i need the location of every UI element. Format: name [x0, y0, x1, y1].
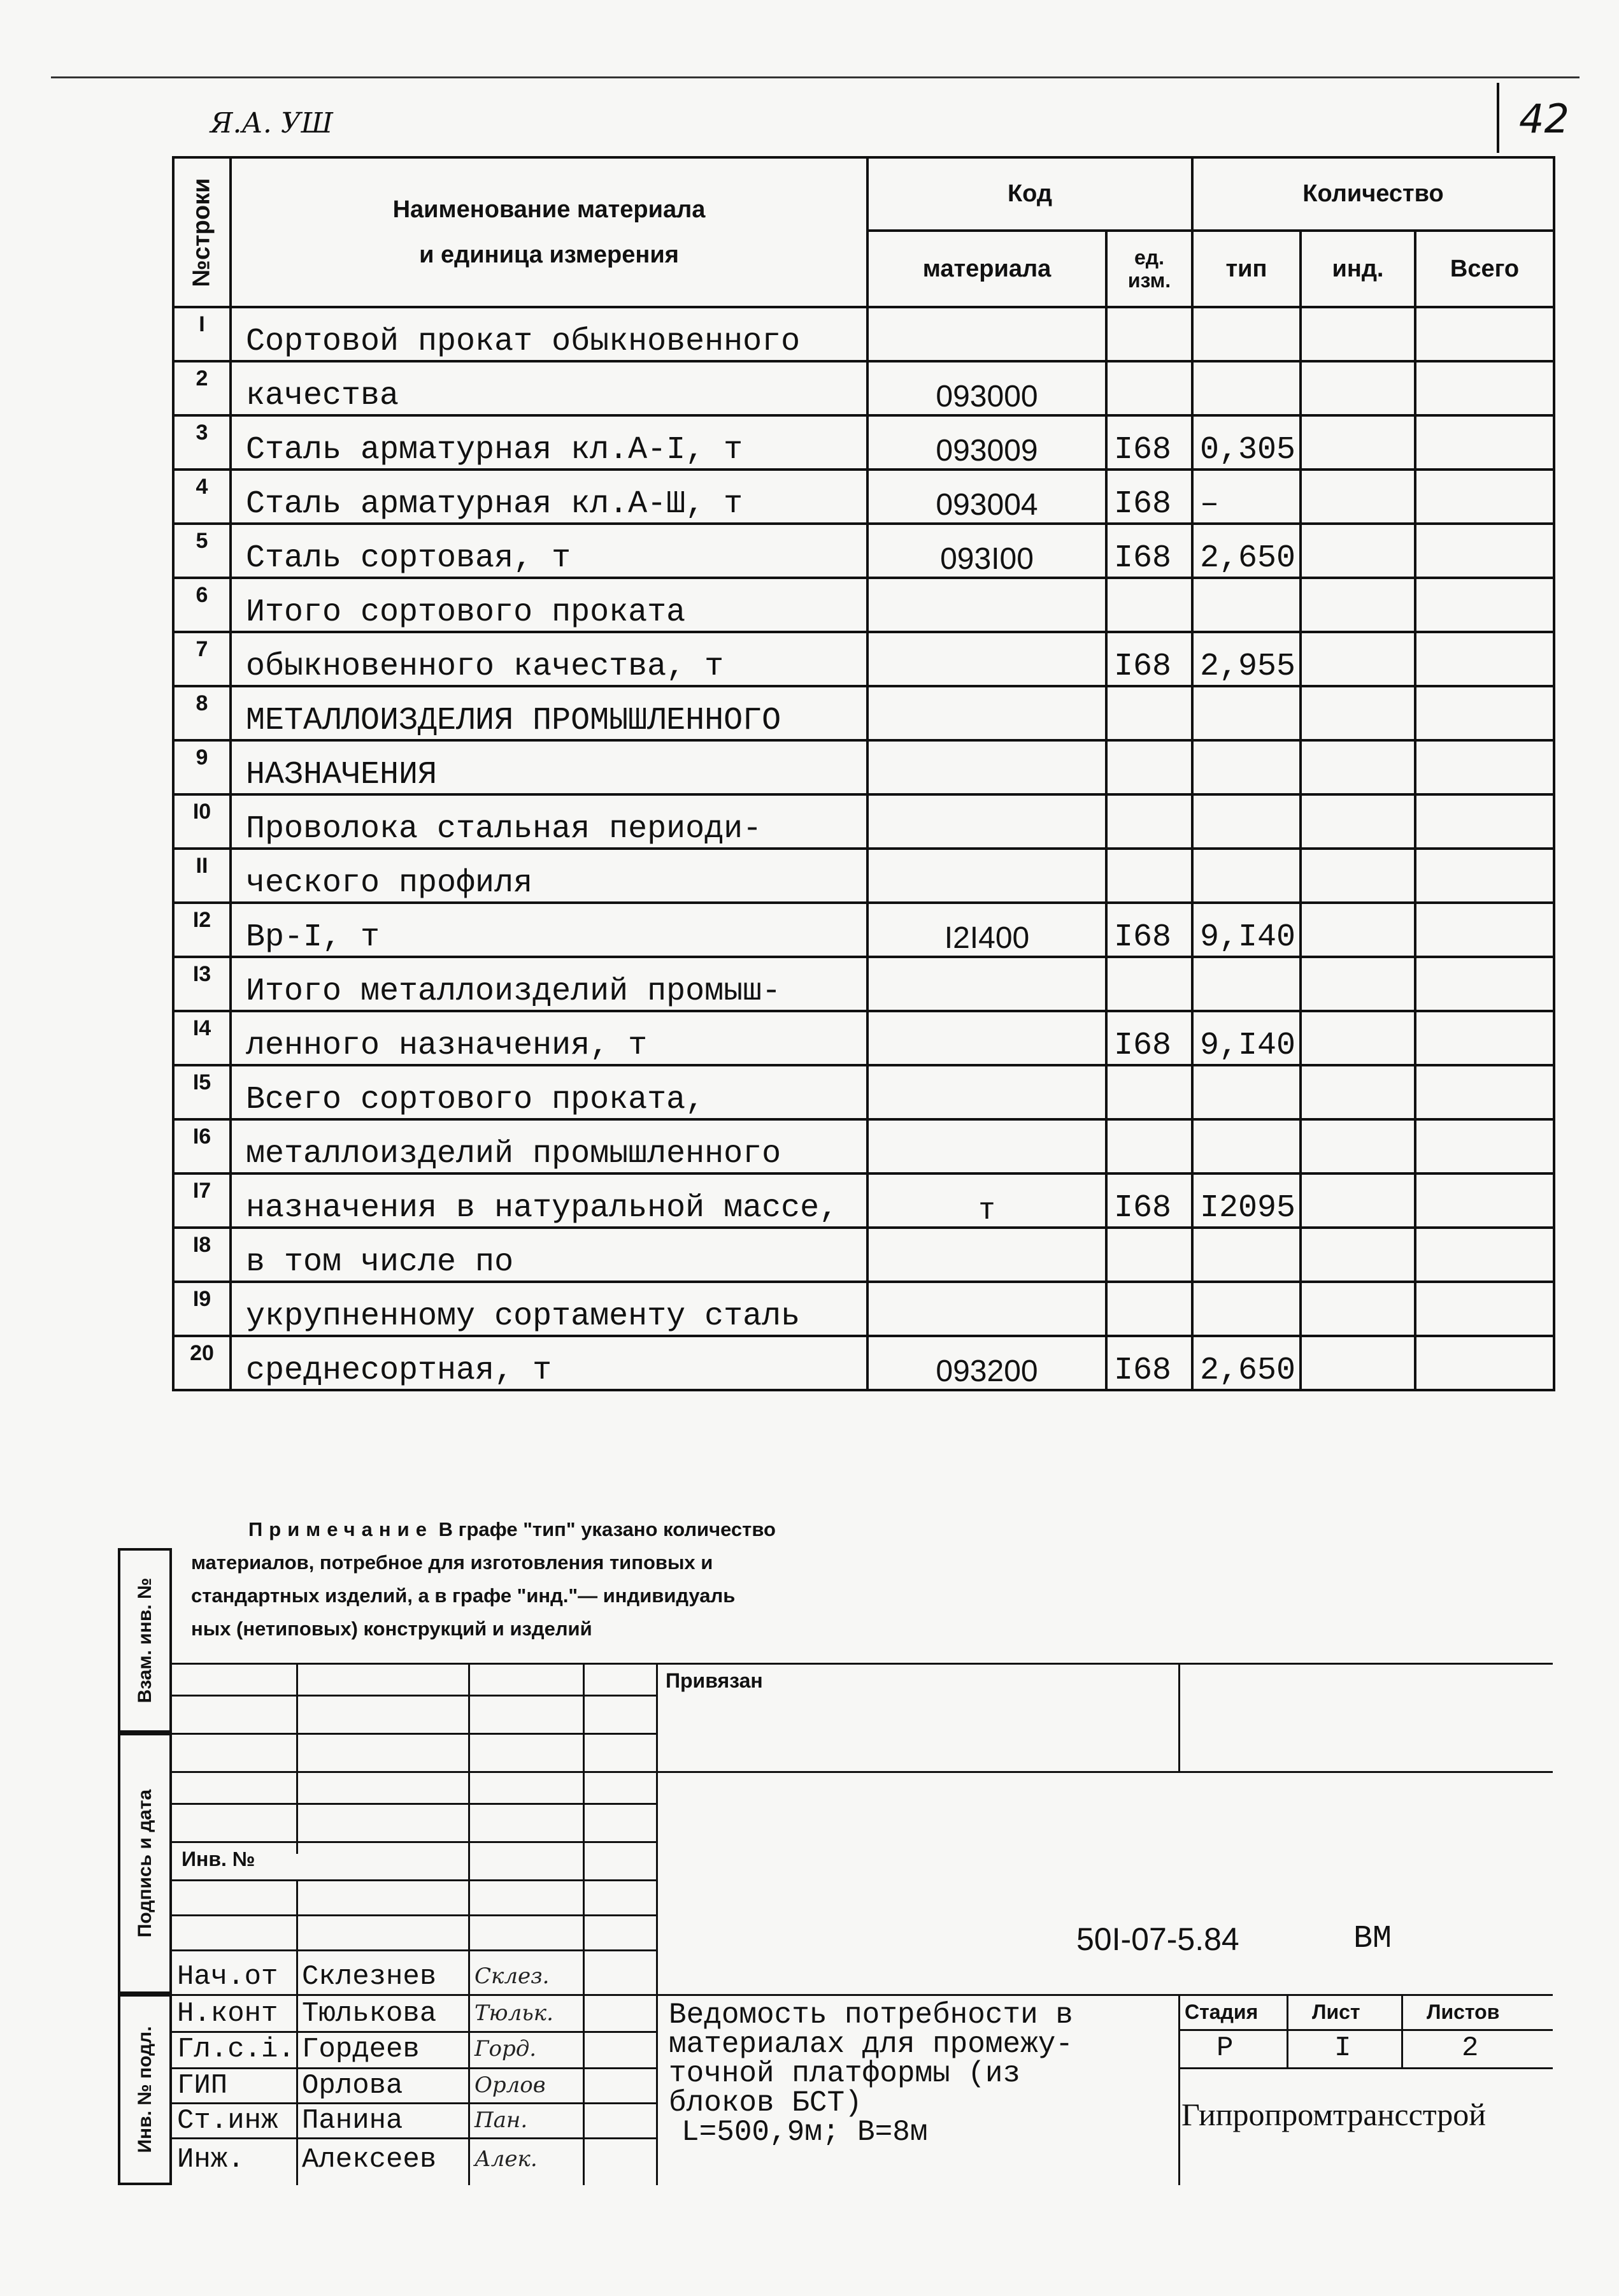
row-number: 3	[173, 415, 231, 470]
table-row	[173, 686, 1554, 740]
staff-role: ГИП	[177, 2070, 228, 2102]
unit-code	[1106, 307, 1192, 361]
unit-code: I68	[1106, 524, 1192, 578]
unit-code	[1106, 957, 1192, 1011]
material-code: 093200	[867, 1336, 1106, 1390]
stage-value: Р	[1216, 2032, 1234, 2064]
unit-code: I68	[1106, 903, 1192, 957]
row-number: I	[173, 307, 231, 361]
qty-type	[1192, 578, 1301, 632]
qty-type: 9,I40	[1192, 903, 1301, 957]
material-name: металлоизделий промышленного	[231, 1119, 867, 1173]
material-code: I2I400	[867, 903, 1106, 957]
table-row	[173, 578, 1554, 632]
table-header-row-1	[173, 157, 1554, 231]
sheet-value: I	[1334, 2032, 1352, 2064]
qty-type: 2,955	[1192, 632, 1301, 686]
material-code: 093000	[867, 361, 1106, 415]
qty-type: –	[1192, 470, 1301, 524]
table-row	[173, 794, 1554, 849]
unit-code	[1106, 849, 1192, 903]
material-name: укрупненному сортаменту сталь	[231, 1282, 867, 1336]
side-vzam-inv: Взам. инв. №	[118, 1548, 172, 1733]
qty-ind	[1301, 1119, 1415, 1173]
qty-ind	[1301, 1173, 1415, 1228]
qty-total	[1415, 1119, 1554, 1173]
row-number: I0	[173, 794, 231, 849]
side-inv-podl: Инв. № подл.	[118, 1994, 172, 2185]
qty-type	[1192, 361, 1301, 415]
material-code: 093004	[867, 470, 1106, 524]
qty-type	[1192, 957, 1301, 1011]
staff-role: Нач.от	[177, 1961, 278, 1993]
staff-role: Гл.с.і.	[177, 2034, 295, 2065]
row-number: 20	[173, 1336, 231, 1390]
material-name: Вр-I, т	[231, 903, 867, 957]
qty-total	[1415, 361, 1554, 415]
table-row	[173, 849, 1554, 903]
table-row	[173, 524, 1554, 578]
qty-total	[1415, 578, 1554, 632]
row-number: 7	[173, 632, 231, 686]
qty-ind	[1301, 307, 1415, 361]
table-row	[173, 1282, 1554, 1336]
row-number: 2	[173, 361, 231, 415]
row-number: I5	[173, 1065, 231, 1119]
table-row	[173, 1228, 1554, 1282]
material-name: назначения в натуральной массе,	[231, 1173, 867, 1228]
page-number-divider	[1497, 83, 1499, 153]
qty-total	[1415, 307, 1554, 361]
qty-type	[1192, 1228, 1301, 1282]
material-name: среднесортная, т	[231, 1336, 867, 1390]
staff-name: Тюлькова	[302, 1998, 437, 2030]
qty-type: 0,305	[1192, 415, 1301, 470]
header-code-material: материала	[867, 231, 1106, 307]
unit-code: I68	[1106, 1173, 1192, 1228]
qty-type: 2,650	[1192, 524, 1301, 578]
note-line-2: материалов, потребное для изготовления типовых и	[191, 1551, 713, 1574]
header-qty-ind: инд.	[1301, 231, 1415, 307]
row-number: I2	[173, 903, 231, 957]
material-code	[867, 794, 1106, 849]
inv-no-label: Инв. №	[182, 1848, 255, 1870]
qty-type	[1192, 686, 1301, 740]
material-name: обыкновенного качества, т	[231, 632, 867, 686]
material-code: 093009	[867, 415, 1106, 470]
material-code	[867, 849, 1106, 903]
unit-code	[1106, 1065, 1192, 1119]
table-row	[173, 470, 1554, 524]
table-row	[173, 1119, 1554, 1173]
qty-type	[1192, 849, 1301, 903]
qty-type	[1192, 1282, 1301, 1336]
row-number: I7	[173, 1173, 231, 1228]
table-row	[173, 1336, 1554, 1390]
qty-ind	[1301, 1011, 1415, 1065]
unit-code	[1106, 1119, 1192, 1173]
material-name: ленного назначения, т	[231, 1011, 867, 1065]
sheets-value: 2	[1462, 2032, 1479, 2064]
material-code: т	[867, 1173, 1106, 1228]
qty-ind	[1301, 1336, 1415, 1390]
material-code	[867, 632, 1106, 686]
material-code	[867, 1065, 1106, 1119]
qty-total	[1415, 794, 1554, 849]
staff-name: Гордеев	[302, 2034, 420, 2065]
staff-name: Склезнев	[302, 1961, 437, 1993]
qty-ind	[1301, 632, 1415, 686]
unit-code	[1106, 578, 1192, 632]
table-row	[173, 415, 1554, 470]
material-code	[867, 307, 1106, 361]
staff-name: Орлова	[302, 2070, 403, 2102]
qty-type: 9,I40	[1192, 1011, 1301, 1065]
page-number: 42	[1519, 96, 1569, 142]
material-code	[867, 1228, 1106, 1282]
side-sign-date: Подпись и дата	[118, 1733, 172, 1994]
material-name: МЕТАЛЛОИЗДЕЛИЯ ПРОМЫШЛЕННОГО	[231, 686, 867, 740]
row-number: I8	[173, 1228, 231, 1282]
qty-ind	[1301, 849, 1415, 903]
qty-ind	[1301, 361, 1415, 415]
header-qty-type: тип	[1192, 231, 1301, 307]
staff-signature: Горд.	[474, 2036, 537, 2062]
side-stamp	[118, 1548, 172, 2185]
material-name: НАЗНАЧЕНИЯ	[231, 740, 867, 794]
qty-ind	[1301, 470, 1415, 524]
header-code-unit: ед. изм.	[1106, 231, 1192, 307]
material-code	[867, 740, 1106, 794]
staff-role: Н.конт	[177, 1998, 278, 2030]
material-code	[867, 578, 1106, 632]
material-code: 093I00	[867, 524, 1106, 578]
row-number: I3	[173, 957, 231, 1011]
unit-code	[1106, 1282, 1192, 1336]
qty-ind	[1301, 794, 1415, 849]
qty-total	[1415, 1173, 1554, 1228]
row-number: I9	[173, 1282, 231, 1336]
qty-ind	[1301, 578, 1415, 632]
qty-ind	[1301, 1282, 1415, 1336]
material-code	[867, 957, 1106, 1011]
table-row	[173, 361, 1554, 415]
qty-total	[1415, 1065, 1554, 1119]
material-name: Проволока стальная периоди-	[231, 794, 867, 849]
qty-ind	[1301, 740, 1415, 794]
table-row	[173, 740, 1554, 794]
qty-type: 2,650	[1192, 1336, 1301, 1390]
sheet-label-cell: Лист	[1312, 2000, 1360, 2023]
unit-code: I68	[1106, 415, 1192, 470]
privyazan-label: Привязан	[666, 1669, 763, 1692]
unit-code	[1106, 361, 1192, 415]
staff-signature: Тюльк.	[474, 2000, 553, 2026]
qty-ind	[1301, 524, 1415, 578]
material-code	[867, 686, 1106, 740]
header-name: Наименование материала и единица измерения	[231, 157, 867, 307]
organization-name: Гипропромтрансстрой	[1181, 2097, 1486, 2132]
material-code	[867, 1282, 1106, 1336]
table-row	[173, 903, 1554, 957]
note-line-4: ных (нетиповых) конструкций и изделий	[191, 1618, 592, 1640]
table-body	[173, 307, 1554, 1390]
staff-name: Алексеев	[302, 2144, 437, 2176]
header-qty-total: Всего	[1415, 231, 1554, 307]
header-code: Код	[867, 157, 1192, 231]
staff-role: Инж.	[177, 2144, 245, 2176]
row-number: 5	[173, 524, 231, 578]
note-line-3: стандартных изделий, а в графе "инд."— индивидуаль	[191, 1584, 736, 1607]
staff-signature: Склез.	[474, 1963, 550, 1989]
qty-type	[1192, 307, 1301, 361]
material-name: качества	[231, 361, 867, 415]
qty-total	[1415, 632, 1554, 686]
unit-code: I68	[1106, 1336, 1192, 1390]
qty-total	[1415, 1011, 1554, 1065]
qty-type	[1192, 1119, 1301, 1173]
unit-code	[1106, 740, 1192, 794]
sheets-label: Листов	[1427, 2000, 1500, 2023]
table-row	[173, 307, 1554, 361]
material-name: ческого профиля	[231, 849, 867, 903]
qty-total	[1415, 1282, 1554, 1336]
table-row	[173, 1065, 1554, 1119]
row-number: 8	[173, 686, 231, 740]
material-name: в том числе по	[231, 1228, 867, 1282]
qty-total	[1415, 957, 1554, 1011]
note-block	[191, 1513, 955, 1646]
material-code	[867, 1011, 1106, 1065]
unit-code: I68	[1106, 1011, 1192, 1065]
qty-total	[1415, 470, 1554, 524]
top-border-line	[51, 76, 1580, 78]
note-line-1: В графе "тип" указано количество	[438, 1518, 776, 1540]
table-row	[173, 1173, 1554, 1228]
unit-code: I68	[1106, 470, 1192, 524]
material-name: Сортовой прокат обыкновенного	[231, 307, 867, 361]
document-code: 50I-07-5.84	[1076, 1921, 1239, 1957]
material-name: Сталь арматурная кл.А-Ш, т	[231, 470, 867, 524]
note-title: Примечание	[248, 1518, 433, 1540]
qty-ind	[1301, 686, 1415, 740]
table-row	[173, 957, 1554, 1011]
qty-total	[1415, 740, 1554, 794]
unit-code	[1106, 1228, 1192, 1282]
unit-code	[1106, 686, 1192, 740]
staff-signature: Пан.	[474, 2107, 528, 2133]
stage-label: Стадия	[1185, 2000, 1259, 2023]
material-name: Итого металлоизделий промыш-	[231, 957, 867, 1011]
qty-type	[1192, 794, 1301, 849]
row-number: 9	[173, 740, 231, 794]
unit-code: I68	[1106, 632, 1192, 686]
qty-type: I2095	[1192, 1173, 1301, 1228]
header-quantity: Количество	[1192, 157, 1554, 231]
row-number: 6	[173, 578, 231, 632]
unit-code	[1106, 794, 1192, 849]
table-row	[173, 1011, 1554, 1065]
qty-total	[1415, 686, 1554, 740]
staff-signature: Алек.	[474, 2146, 538, 2172]
qty-total	[1415, 1336, 1554, 1390]
qty-type	[1192, 1065, 1301, 1119]
row-number: II	[173, 849, 231, 903]
qty-total	[1415, 849, 1554, 903]
row-number: 4	[173, 470, 231, 524]
staff-name: Панина	[302, 2105, 403, 2137]
header-row-no: №строки	[173, 157, 231, 307]
qty-type	[1192, 740, 1301, 794]
table-row	[173, 632, 1554, 686]
row-number: I6	[173, 1119, 231, 1173]
sheet-label: Я.А. УШ	[210, 107, 333, 140]
material-name: Итого сортового проката	[231, 578, 867, 632]
qty-total	[1415, 1228, 1554, 1282]
qty-ind	[1301, 903, 1415, 957]
staff-signature: Орлов	[474, 2072, 546, 2098]
materials-table	[172, 156, 1555, 1391]
qty-total	[1415, 903, 1554, 957]
material-name: Всего сортового проката,	[231, 1065, 867, 1119]
document-title: Ведомость потребности в материалах для промежу- точной платформы (из блоков БСТ) L=500,9м; В=8м	[669, 1998, 1073, 2149]
material-name: Сталь арматурная кл.А-I, т	[231, 415, 867, 470]
qty-ind	[1301, 415, 1415, 470]
material-name: Сталь сортовая, т	[231, 524, 867, 578]
staff-role: Ст.инж	[177, 2105, 278, 2137]
material-code	[867, 1119, 1106, 1173]
qty-ind	[1301, 1228, 1415, 1282]
qty-total	[1415, 415, 1554, 470]
qty-ind	[1301, 1065, 1415, 1119]
document-code-suffix: ВМ	[1353, 1921, 1392, 1957]
row-number: I4	[173, 1011, 231, 1065]
qty-total	[1415, 524, 1554, 578]
qty-ind	[1301, 957, 1415, 1011]
